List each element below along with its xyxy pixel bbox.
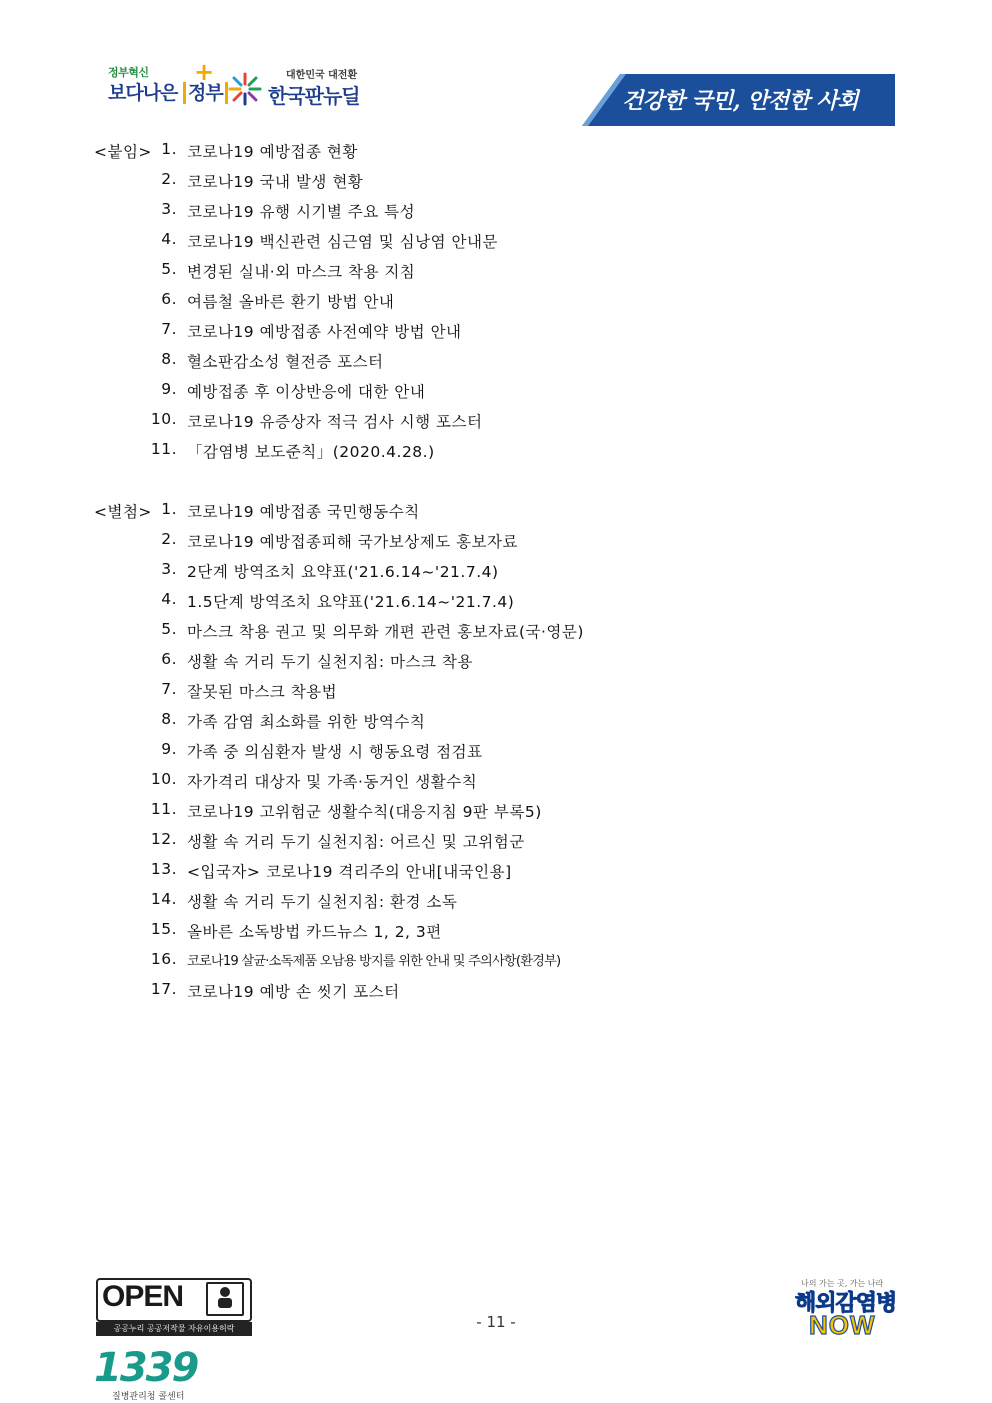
item-text: 자가격리 대상자 및 가족·동거인 생활수칙	[187, 773, 478, 791]
item-number: 9.	[161, 380, 177, 398]
item-number: 8.	[161, 350, 177, 368]
item-number: 10.	[150, 770, 177, 788]
plus-icon: +	[194, 58, 215, 86]
item-number: 12.	[150, 830, 177, 848]
item-text: <입국자> 코로나19 격리주의 안내[내국인용]	[187, 863, 512, 881]
logo1-small-text: 정부혁신	[108, 66, 149, 79]
item-number: 5.	[161, 260, 177, 278]
item-number: 7.	[161, 680, 177, 698]
section-label: <별첨>	[94, 503, 152, 521]
item-text: 코로나19 예방접종 현황	[187, 143, 358, 161]
now-big-text: 해외감염병	[795, 1291, 897, 1316]
item-text: 가족 중 의심환자 발생 시 행동요령 점검표	[187, 743, 483, 761]
item-number: 5.	[161, 620, 177, 638]
item-number: 1.	[161, 500, 177, 518]
item-number: 15.	[150, 920, 177, 938]
section-label: <붙임>	[94, 143, 152, 161]
item-text: 마스크 착용 권고 및 의무화 개편 관련 홍보자료(국·영문)	[187, 623, 584, 641]
item-text: 코로나19 고위험군 생활수칙(대응지침 9판 부록5)	[187, 803, 542, 821]
burst-icon	[228, 72, 262, 106]
item-text: 코로나19 유행 시기별 주요 특성	[187, 203, 416, 221]
item-number: 13.	[150, 860, 177, 878]
logo-1339-caption: 질병관리청 콜센터	[112, 1392, 185, 1402]
item-number: 9.	[161, 740, 177, 758]
item-text: 코로나19 예방 손 씻기 포스터	[187, 983, 400, 1001]
item-text: 혈소판감소성 혈전증 포스터	[187, 353, 384, 371]
item-text: 가족 감염 최소화를 위한 방역수칙	[187, 713, 426, 731]
item-text: 코로나19 유증상자 적극 검사 시행 포스터	[187, 413, 483, 431]
item-number: 8.	[161, 710, 177, 728]
page-number: - 11 -	[476, 1313, 516, 1331]
logo2-big-text: 한국판뉴딜	[268, 84, 360, 108]
open-logo-caption: 공공누리 공공저작물 자유이용허락	[96, 1322, 252, 1336]
logo-1339-digits: 1339	[94, 1345, 198, 1391]
logo2-small-text: 대한민국 대전환	[286, 70, 358, 81]
item-number: 10.	[150, 410, 177, 428]
item-text: 2단계 방역조치 요약표('21.6.14~'21.7.4)	[187, 563, 499, 581]
kogl-open-logo	[96, 1278, 252, 1334]
item-number: 1.	[161, 140, 177, 158]
item-text: 올바른 소독방법 카드뉴스 1, 2, 3편	[187, 923, 442, 941]
page-header	[0, 0, 992, 130]
item-text: 코로나19 백신관련 심근염 및 심낭염 안내문	[187, 233, 498, 251]
now-en-text: NOW	[809, 1310, 876, 1340]
item-text: 생활 속 거리 두기 실천지침: 마스크 착용	[187, 653, 473, 671]
item-text: 「감염병 보도준칙」(2020.4.28.)	[187, 443, 435, 461]
item-number: 17.	[150, 980, 177, 998]
korean-new-deal-logo	[228, 64, 368, 114]
item-number: 7.	[161, 320, 177, 338]
item-text: 예방접종 후 이상반응에 대한 안내	[187, 383, 426, 401]
item-number: 6.	[161, 290, 177, 308]
item-text: 코로나19 예방접종 사전예약 방법 안내	[187, 323, 462, 341]
overseas-infection-now-logo	[795, 1278, 905, 1340]
item-text: 코로나19 예방접종피해 국가보상제도 홍보자료	[187, 533, 518, 551]
slogan-text: 건강한 국민, 안전한 사회	[622, 88, 859, 114]
item-number: 2.	[161, 170, 177, 188]
person-icon	[206, 1282, 244, 1316]
item-number: 16.	[150, 950, 177, 968]
item-text: 코로나19 국내 발생 현황	[187, 173, 364, 191]
item-number: 4.	[161, 590, 177, 608]
item-number: 14.	[150, 890, 177, 908]
logo1-big-left: 보다나은	[108, 82, 178, 104]
item-text: 잘못된 마스크 착용법	[187, 683, 338, 701]
item-number: 11.	[150, 800, 177, 818]
now-small-text: 나의 가는 곳, 가는 나라	[801, 1279, 884, 1288]
item-number: 4.	[161, 230, 177, 248]
item-text: 여름철 올바른 환기 방법 안내	[187, 293, 395, 311]
open-logo-text: OPEN	[102, 1280, 184, 1313]
item-text: 변경된 실내·외 마스크 착용 지침	[187, 263, 416, 281]
gov-innovation-logo	[108, 58, 223, 114]
item-number: 2.	[161, 530, 177, 548]
call-center-1339-logo	[94, 1345, 214, 1403]
item-number: 6.	[161, 650, 177, 668]
item-number: 11.	[150, 440, 177, 458]
slogan-banner	[582, 74, 895, 126]
item-text: 생활 속 거리 두기 실천지침: 환경 소독	[187, 893, 458, 911]
item-text: 1.5단계 방역조치 요약표('21.6.14~'21.7.4)	[187, 593, 515, 611]
item-number: 3.	[161, 560, 177, 578]
item-number: 3.	[161, 200, 177, 218]
logo1-big-right: 정부	[183, 82, 228, 104]
item-text: 코로나19 예방접종 국민행동수칙	[187, 503, 420, 521]
item-text: 생활 속 거리 두기 실천지침: 어르신 및 고위험군	[187, 833, 525, 851]
item-text: 코로나19 살균·소독제품 오남용 방지를 위한 안내 및 주의사항(환경부)	[187, 954, 561, 969]
